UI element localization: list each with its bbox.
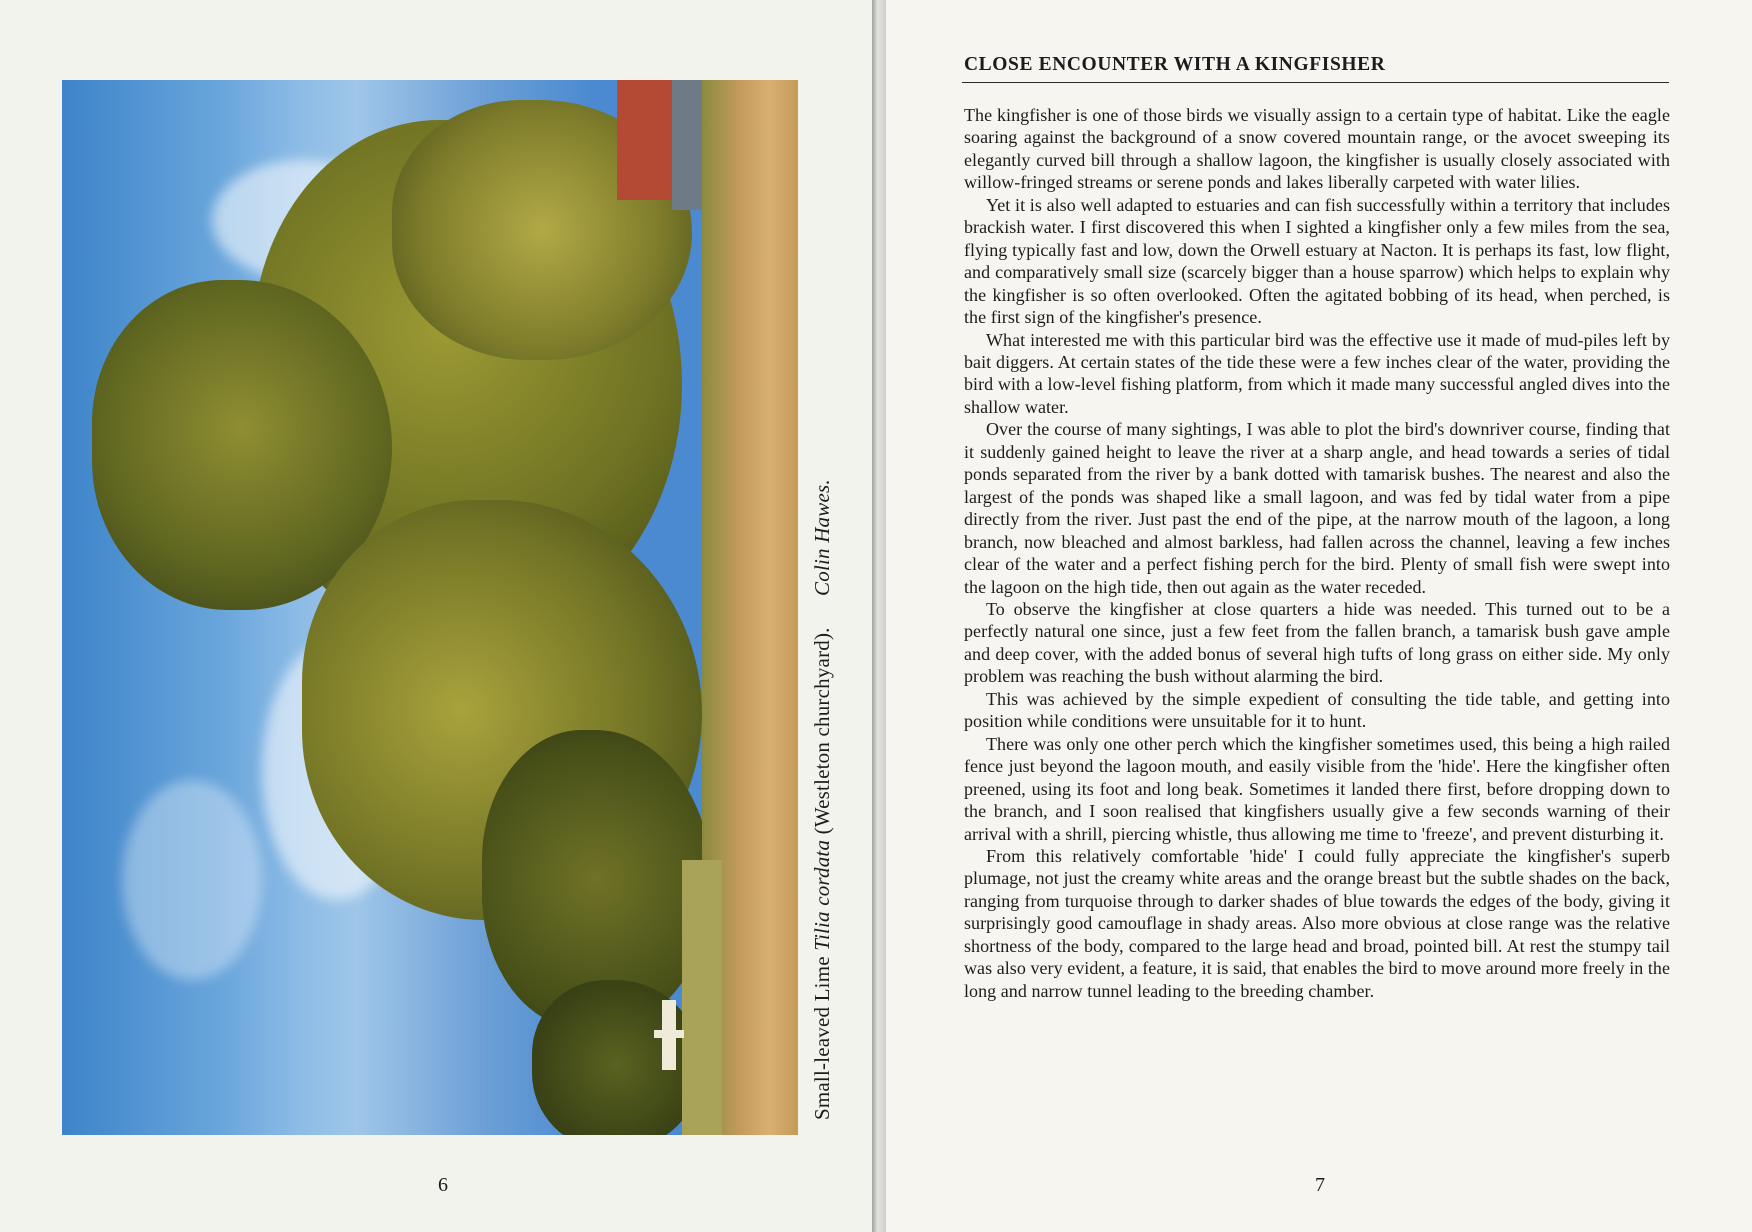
article-title: CLOSE ENCOUNTER WITH A KINGFISHER (964, 54, 1386, 75)
paragraph: There was only one other perch which the kingfisher sometimes used, this being a high railed fence just beyond the lagoon mouth, and easily visible from the 'hide'. Here the kingfisher often preened, using its foot and long beak. Sometimes it landed there first, before dropping down to the branch, and I soon realised that kingfishers usually give a few seconds warning of their arrival with a shrill, piercing whistle, thus allowing me time to 'freeze', and prevent disturbing it. (964, 733, 1670, 844)
paragraph: From this relatively comfortable 'hide' I could fully appreciate the kingfisher's superb plumage, not just the creamy white areas and the orange breast but the subtle shades on the back, ranging from turquoise through to darker shades of blue towards the edges of the body, giving it surprisingly good camouflage in shady areas. Also more obvious at close range was the relative shortness of the body, compared to the large head and broad, pointed bill. At rest the stumpy tail was also very evident, a feature, it is said, that enables the bird to move around more freely in the long and narrow tunnel leading to the breeding chamber. (964, 845, 1670, 1001)
caption-latin-name: Tilia cordata (810, 839, 834, 951)
mown-grass (682, 860, 722, 1135)
right-page (886, 0, 1752, 1232)
caption-prefix: Small-leaved Lime (810, 956, 834, 1120)
left-page (0, 0, 872, 1232)
paragraph: Yet it is also well adapted to estuaries and can fish successfully within a territory that includes brackish water. I first discovered this when I sighted a kingfisher only a few miles from the sea, flying typically fast and low, down the Orwell estuary at Nacton. It is perhaps its fast, low flight, and comparatively small size (scarcely bigger than a house sparrow) which helps to explain why the kingfisher is so often overlooked. Often the agitated bobbing of its head, when perched, is the first sign of the kingfisher's presence. (964, 194, 1670, 328)
book-gutter (872, 0, 886, 1232)
caption-location: (Westleton churchyard). (810, 627, 834, 835)
page-number: 7 (1315, 1174, 1325, 1196)
tree-photograph (62, 80, 798, 1135)
roof-detail (672, 80, 706, 210)
cross-marker-bar (654, 1030, 684, 1038)
photo-caption (810, 479, 835, 1120)
paragraph: Over the course of many sightings, I was able to plot the bird's downriver course, finding that it suddenly gained height to leave the river at a sharp angle, and head towards a series of tidal ponds separated from the river by a bank dotted with tamarisk bushes. The nearest and also the largest of the ponds was shaped like a small lagoon, and was fed by tidal water from a pipe directly from the river. Just past the end of the pipe, at the narrow mouth of the lagoon, a long branch, now bleached and almost barkless, had fallen across the channel, leaving a few inches clear of the water and a perfect fishing perch for the bird. Plenty of small fish were swept into the lagoon on the high tide, then out again as the water receded. (964, 419, 1670, 597)
title-rule (962, 82, 1669, 83)
paragraph: The kingfisher is one of those birds we visually assign to a certain type of habitat. Like the eagle soaring against the background of a snow covered mountain range, or the avocet sweeping its elegantly curved bill through a shallow lagoon, the kingfisher is usually closely associated with willow-fringed streams or serene ponds and lakes liberally carpeted with water lilies. (964, 105, 1670, 193)
paragraph: This was achieved by the simple expedient of consulting the tide table, and getting into position while conditions were unsuitable for it to hunt. (964, 688, 1670, 732)
caption-photographer: Colin Hawes. (810, 479, 834, 596)
article-body (964, 104, 1670, 1002)
page-number: 6 (438, 1174, 448, 1196)
paragraph: To observe the kingfisher at close quarters a hide was needed. This turned out to be a perfectly natural one since, just a few feet from the fallen branch, a tamarisk bush gave ample and deep cover, with the added bonus of several high tufts of long grass on either side. My only problem was reaching the bush without alarming the bird. (964, 598, 1670, 687)
paragraph: What interested me with this particular bird was the effective use it made of mud-piles left by bait diggers. At certain states of the tide these were a few inches clear of the water, providing the bird with a low-level fishing platform, from which it made many successful angled dives into the shallow water. (964, 329, 1670, 417)
